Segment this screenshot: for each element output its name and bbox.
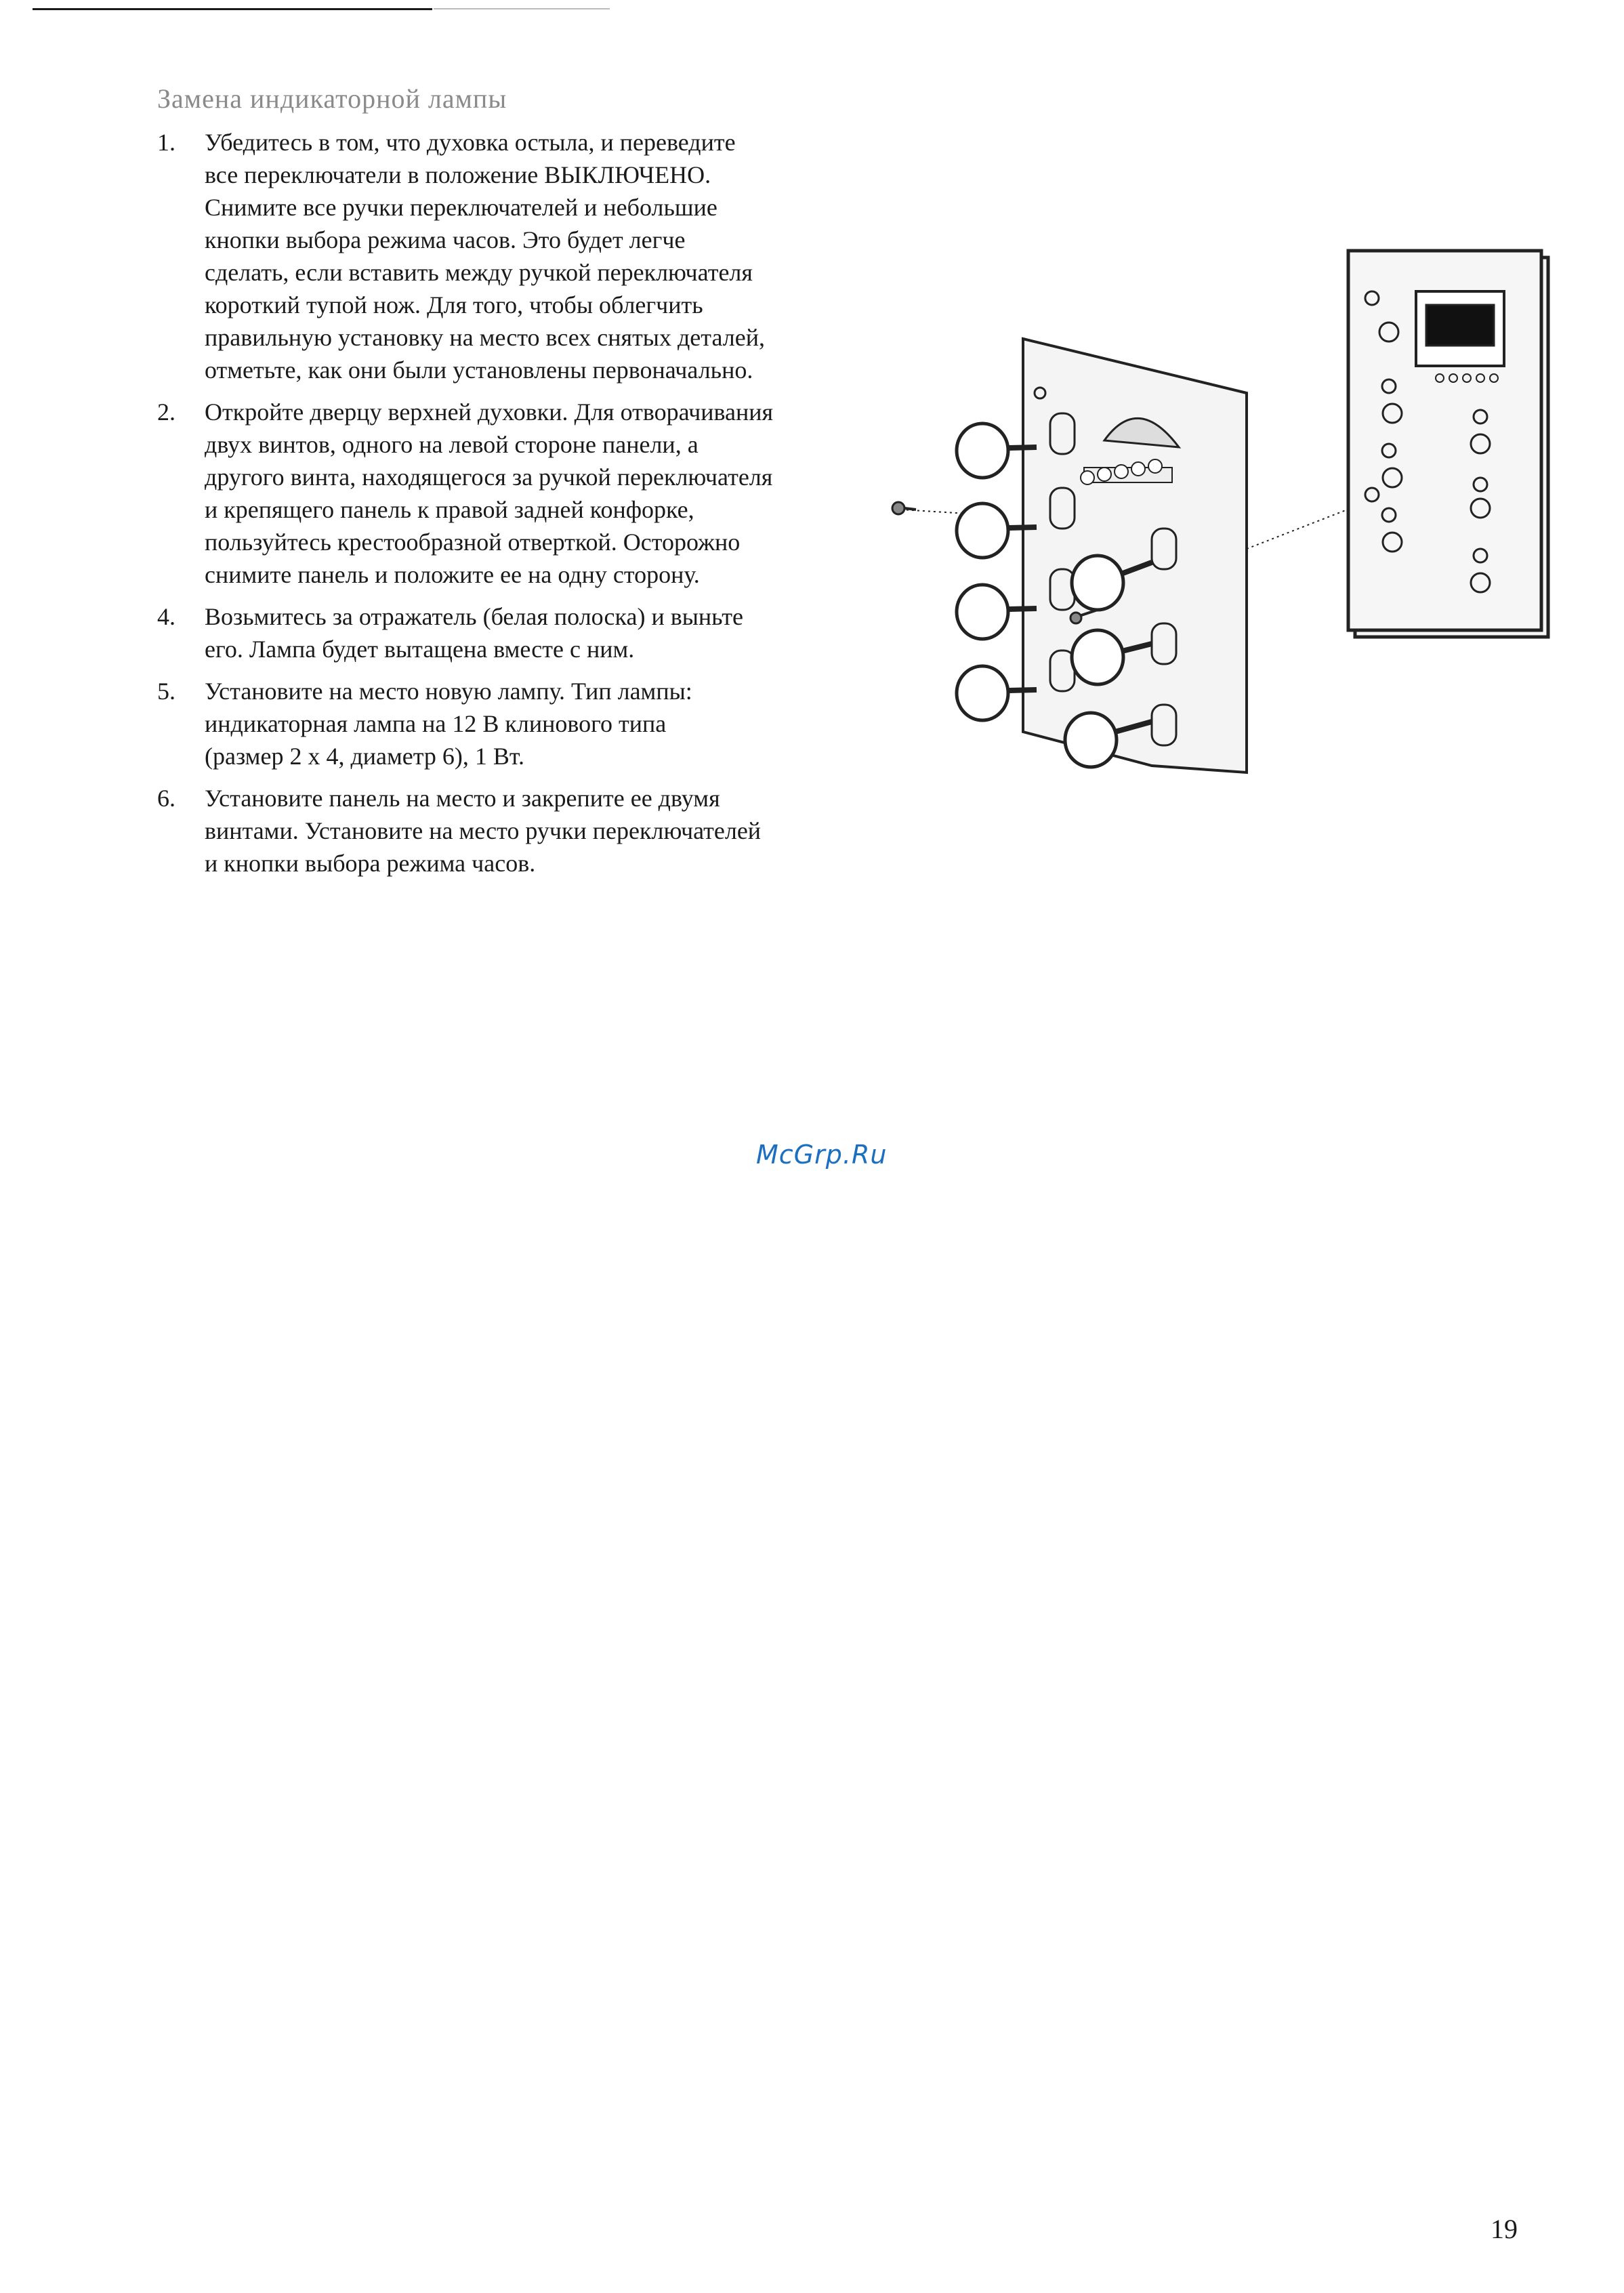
step-line: Убедитесь в том, что духовка остыла, и переведите <box>205 129 736 156</box>
watermark: McGrp.Ru <box>756 1140 888 1170</box>
step-line: индикаторная лампа на 12 В клинового типа <box>205 710 667 737</box>
step-line: сделать, если вставить между ручкой переключателя <box>205 259 753 286</box>
step-line: винтами. Установите на место ручки переключателей <box>205 817 762 844</box>
step-line: и кнопки выбора режима часов. <box>205 850 536 877</box>
step-line: пользуйтесь крестообразной отверткой. Осторожно <box>205 529 741 556</box>
step-line: Возьмитесь за отражатель (белая полоска) и выньте <box>205 603 743 630</box>
step-number: 6. <box>157 785 175 812</box>
step-line: правильную установку на место всех снятых деталей, <box>205 324 765 351</box>
step-number: 4. <box>157 603 175 630</box>
step-line: отметьте, как они были установлены первоначально. <box>205 356 753 384</box>
control-panel-illustration <box>881 244 1572 854</box>
step-line: другого винта, находящегося за ручкой переключателя <box>205 463 773 491</box>
step-1 <box>157 126 835 386</box>
step-line: короткий тупой нож. Для того, чтобы облегчить <box>205 291 703 318</box>
step-number: 5. <box>157 678 175 705</box>
step-line: и крепящего панель к правой задней конфорке, <box>205 496 694 523</box>
step-line: кнопки выбора режима часов. Это будет легче <box>205 226 686 253</box>
step-line: Снимите все ручки переключателей и небольшие <box>205 194 717 221</box>
page-number: 19 <box>1491 2214 1518 2244</box>
step-line: двух винтов, одного на левой стороне панели, а <box>205 431 699 458</box>
top-rule-faint <box>434 8 610 9</box>
step-2 <box>157 396 835 591</box>
step-line: все переключатели в положение ВЫКЛЮЧЕНО. <box>205 161 711 188</box>
clock-screen <box>1426 305 1494 346</box>
step-6 <box>157 782 835 880</box>
step-5 <box>157 675 835 772</box>
step-line: Установите на место новую лампу. Тип лампы: <box>205 678 692 705</box>
step-line: (размер 2 х 4, диаметр 6), 1 Вт. <box>205 743 524 770</box>
step-number: 2. <box>157 398 175 426</box>
top-rule <box>33 8 432 10</box>
step-line: Установите панель на место и закрепите ее двумя <box>205 785 720 812</box>
screw-icon <box>892 502 916 514</box>
step-line: его. Лампа будет вытащена вместе с ним. <box>205 636 635 663</box>
removed-panel <box>1023 339 1247 772</box>
step-line: Откройте дверцу верхней духовки. Для отворачивания <box>205 398 774 426</box>
step-4 <box>157 600 835 665</box>
section-title: Замена индикаторной лампы <box>157 83 507 114</box>
step-line: снимите панель и положите ее на одну сторону. <box>205 561 700 588</box>
instruction-list <box>157 126 835 889</box>
step-number: 1. <box>157 129 175 156</box>
